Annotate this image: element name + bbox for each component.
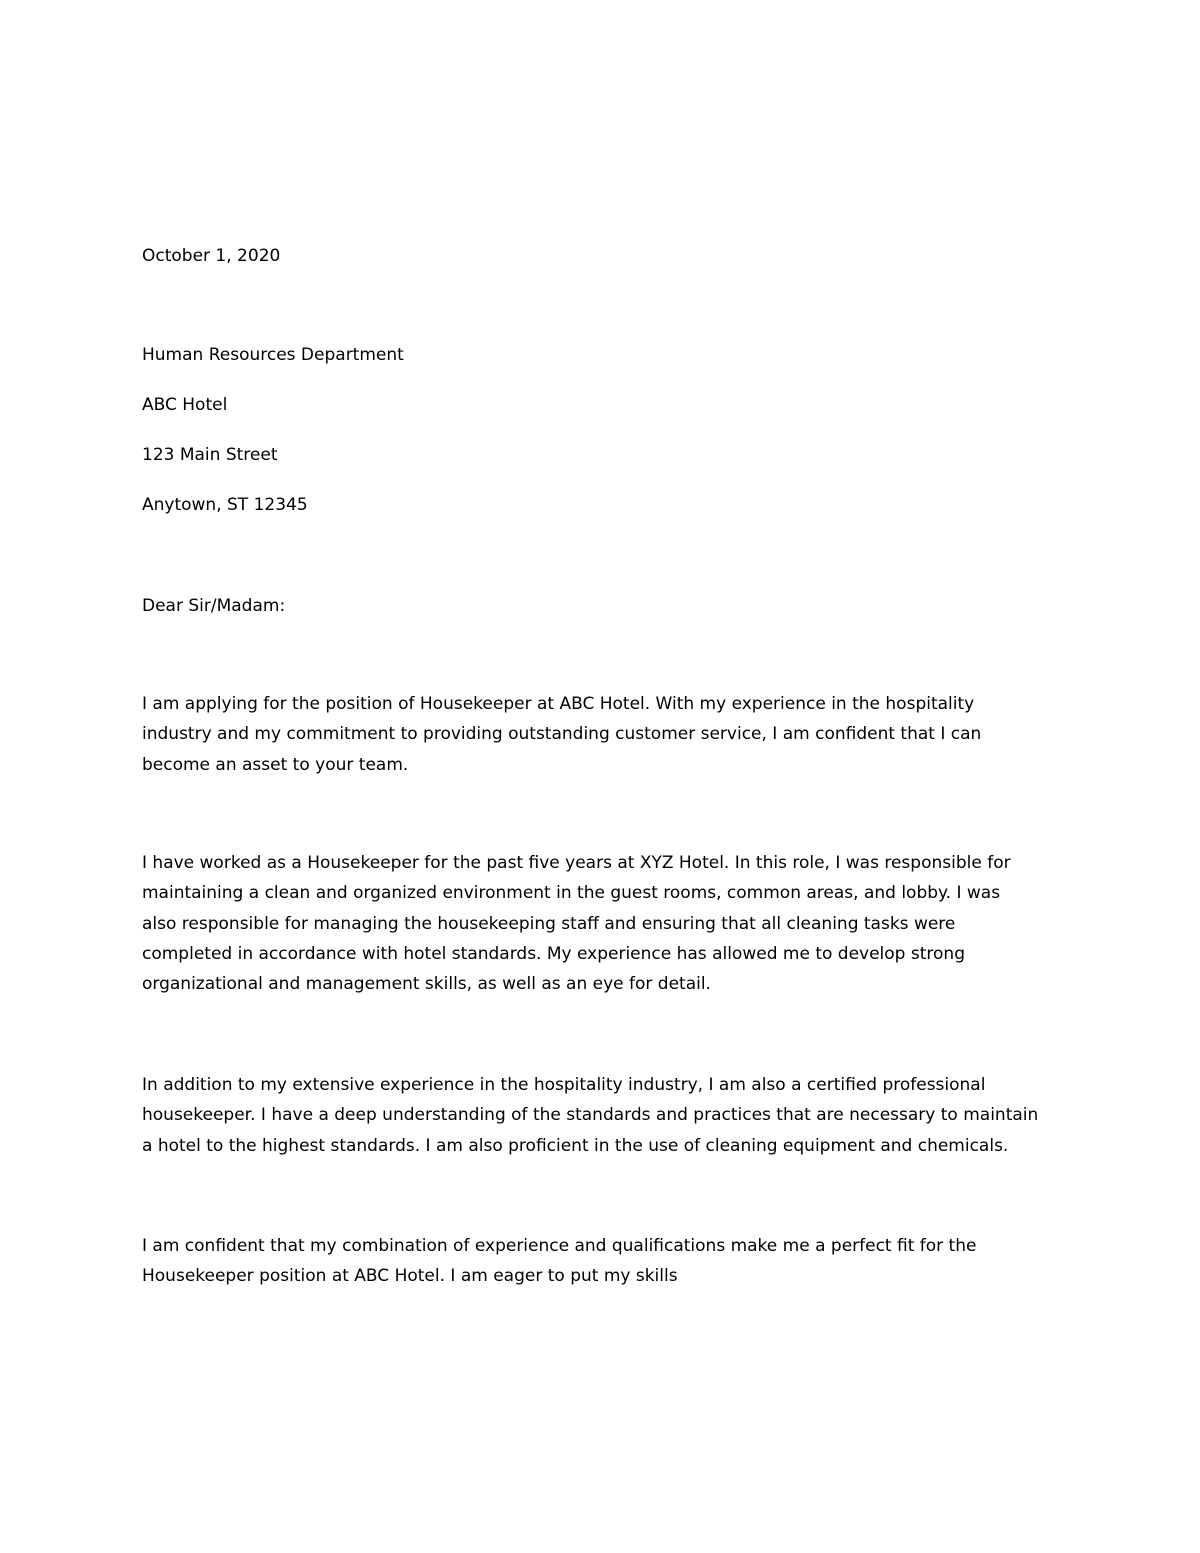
recipient-street: 123 Main Street (142, 445, 278, 465)
recipient-company: ABC Hotel (142, 395, 228, 415)
paragraph-line: completed in accordance with hotel standards. My experience has allowed me to develop strong (142, 943, 965, 964)
recipient-city-state-zip: Anytown, ST 12345 (142, 495, 308, 515)
paragraph-line: I am applying for the position of Housekeeper at ABC Hotel. With my experience in the hospitality (142, 694, 975, 714)
paragraph-line: become an asset to your team. (142, 754, 409, 775)
body-paragraph-4 (142, 1231, 1072, 1292)
paragraph-line: Housekeeper position at ABC Hotel. I am eager to put my skills (142, 1266, 678, 1287)
body-paragraph-1 (142, 689, 1072, 780)
paragraph-line: In addition to my extensive experience in the hospitality industry, I am also a certified professional (142, 1075, 986, 1095)
body-paragraph-2 (142, 848, 1072, 999)
recipient-department: Human Resources Department (142, 345, 404, 365)
paragraph-line: organizational and management skills, as well as an eye for detail. (142, 974, 711, 995)
paragraph-line: I have worked as a Housekeeper for the past five years at XYZ Hotel. In this role, I was responsible for (142, 853, 1011, 873)
paragraph-line: maintaining a clean and organized environment in the guest rooms, common areas, and lobby. I was (142, 883, 1001, 904)
letter-date: October 1, 2020 (142, 246, 281, 266)
salutation: Dear Sir/Madam: (142, 596, 286, 616)
paragraph-line: also responsible for managing the housekeeping staff and ensuring that all cleaning tasks were (142, 913, 956, 934)
paragraph-line: a hotel to the highest standards. I am also proficient in the use of cleaning equipment and chemicals. (142, 1135, 1009, 1156)
paragraph-line: industry and my commitment to providing outstanding customer service, I am confident that I can (142, 724, 982, 745)
body-paragraph-3 (142, 1070, 1072, 1161)
paragraph-line: I am confident that my combination of experience and qualifications make me a perfect fit for the (142, 1236, 977, 1256)
paragraph-line: housekeeper. I have a deep understanding of the standards and practices that are necessary to maintain (142, 1105, 1039, 1126)
